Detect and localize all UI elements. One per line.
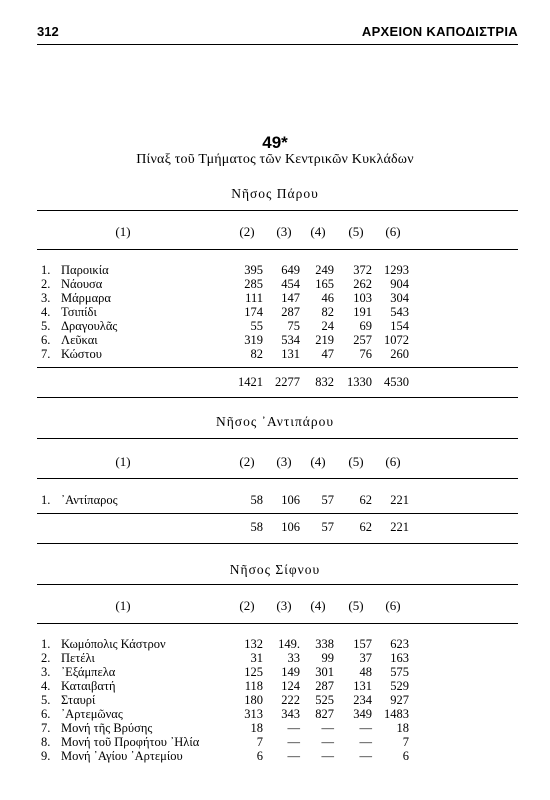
cell-value: 262 bbox=[353, 277, 372, 291]
cell-value: 904 bbox=[390, 277, 409, 291]
place-name: Κώστου bbox=[61, 347, 102, 361]
header-rule bbox=[37, 44, 518, 45]
cell-value: 180 bbox=[244, 693, 263, 707]
cell-value: 338 bbox=[315, 637, 334, 651]
cell-value: 343 bbox=[281, 707, 300, 721]
row-number: 1. bbox=[41, 493, 51, 507]
cell-value: 222 bbox=[281, 693, 300, 707]
cell-value: 48 bbox=[359, 665, 372, 679]
cell-value: 82 bbox=[321, 305, 334, 319]
cell-value: 313 bbox=[244, 707, 263, 721]
cell-value: 543 bbox=[390, 305, 409, 319]
row-number: 4. bbox=[41, 305, 51, 319]
cell-value: 76 bbox=[359, 347, 372, 361]
cell-value: 46 bbox=[321, 291, 334, 305]
column-header: (4) bbox=[310, 598, 326, 613]
column-header: (6) bbox=[385, 598, 401, 613]
cell-value: 124 bbox=[281, 679, 300, 693]
cell-value: 191 bbox=[353, 305, 372, 319]
cell-value: 131 bbox=[353, 679, 372, 693]
cell-value: 174 bbox=[244, 305, 263, 319]
cell-value: 111 bbox=[245, 291, 263, 305]
place-name: Κωμόπολις Κάστρον bbox=[61, 637, 166, 651]
cell-value: 575 bbox=[390, 665, 409, 679]
column-header: (3) bbox=[276, 598, 292, 613]
cell-value: 163 bbox=[390, 651, 409, 665]
cell-value: 131 bbox=[281, 347, 300, 361]
place-name: Τσιπίδι bbox=[61, 305, 97, 319]
cell-value: 147 bbox=[281, 291, 300, 305]
table-rule bbox=[37, 367, 518, 368]
column-header: (3) bbox=[276, 224, 292, 239]
totals-row bbox=[37, 375, 518, 389]
place-name: Δραγουλᾶς bbox=[61, 319, 118, 333]
cell-value: 106 bbox=[281, 493, 300, 507]
cell-value: 249 bbox=[315, 263, 334, 277]
cell-value: 6 bbox=[402, 749, 409, 763]
cell-value: 827 bbox=[315, 707, 334, 721]
cell-value: 7 bbox=[256, 735, 263, 749]
total-value: 221 bbox=[390, 520, 409, 534]
cell-value: 57 bbox=[321, 493, 334, 507]
cell-value: 149. bbox=[278, 637, 300, 651]
row-number: 5. bbox=[41, 693, 51, 707]
row-number: 2. bbox=[41, 277, 51, 291]
table-row bbox=[37, 679, 518, 693]
place-name: Μάρμαρα bbox=[61, 291, 111, 305]
table-rule bbox=[37, 210, 518, 211]
place-name: ᾽Εξάμπελα bbox=[61, 665, 116, 679]
row-number: 3. bbox=[41, 291, 51, 305]
cell-value: 18 bbox=[250, 721, 263, 735]
cell-value: 927 bbox=[390, 693, 409, 707]
cell-value: 304 bbox=[390, 291, 409, 305]
column-header: (5) bbox=[348, 224, 364, 239]
column-header: (3) bbox=[276, 454, 292, 469]
row-number: 4. bbox=[41, 679, 51, 693]
row-number: 1. bbox=[41, 263, 51, 277]
place-name: ᾽Αρτεμῶνας bbox=[61, 707, 123, 721]
table-rule bbox=[37, 249, 518, 250]
totals-row bbox=[37, 520, 518, 534]
row-number: 5. bbox=[41, 319, 51, 333]
column-header: (5) bbox=[348, 454, 364, 469]
cell-value: 372 bbox=[353, 263, 372, 277]
running-head bbox=[37, 24, 518, 44]
cell-value: 47 bbox=[321, 347, 334, 361]
cell-value: 118 bbox=[244, 679, 263, 693]
cell-value: 132 bbox=[244, 637, 263, 651]
total-value: 1421 bbox=[238, 375, 263, 389]
table-row bbox=[37, 693, 518, 707]
place-name: Λεῦκαι bbox=[61, 333, 98, 347]
document-number: 49* bbox=[262, 133, 288, 152]
cell-value: 62 bbox=[359, 493, 372, 507]
total-value: 1330 bbox=[347, 375, 372, 389]
cell-value: — bbox=[359, 721, 372, 735]
column-header: (4) bbox=[310, 224, 326, 239]
cell-value: 534 bbox=[281, 333, 300, 347]
table-row bbox=[37, 665, 518, 679]
section-title-paros: Νῆσος Πάρου bbox=[231, 186, 319, 201]
cell-value: 154 bbox=[390, 319, 409, 333]
place-name: ᾽Αντίπαρος bbox=[61, 493, 118, 507]
column-header: (1) bbox=[115, 454, 131, 469]
cell-value: 149 bbox=[281, 665, 300, 679]
cell-value: 157 bbox=[353, 637, 372, 651]
cell-value: — bbox=[287, 721, 300, 735]
cell-value: 649 bbox=[281, 263, 300, 277]
total-value: 106 bbox=[281, 520, 300, 534]
cell-value: 219 bbox=[315, 333, 334, 347]
cell-value: 165 bbox=[315, 277, 334, 291]
cell-value: — bbox=[321, 749, 334, 763]
cell-value: 33 bbox=[287, 651, 300, 665]
table-row bbox=[37, 735, 518, 749]
row-number: 7. bbox=[41, 721, 51, 735]
cell-value: 6 bbox=[256, 749, 263, 763]
cell-value: 31 bbox=[250, 651, 263, 665]
place-name: Νάουσα bbox=[61, 277, 103, 291]
place-name: Πετέλι bbox=[61, 651, 95, 665]
row-number: 6. bbox=[41, 707, 51, 721]
place-name: Μονή ᾽Αγίου ᾽Αρτεμίου bbox=[61, 749, 183, 763]
column-header: (6) bbox=[385, 454, 401, 469]
cell-value: — bbox=[287, 749, 300, 763]
cell-value: 58 bbox=[250, 493, 263, 507]
cell-value: — bbox=[287, 735, 300, 749]
column-header: (5) bbox=[348, 598, 364, 613]
cell-value: 75 bbox=[287, 319, 300, 333]
table-row bbox=[37, 277, 518, 291]
cell-value: — bbox=[321, 721, 334, 735]
cell-value: — bbox=[321, 735, 334, 749]
cell-value: 287 bbox=[315, 679, 334, 693]
total-value: 62 bbox=[359, 520, 372, 534]
table-row bbox=[37, 305, 518, 319]
table-row bbox=[37, 263, 518, 277]
cell-value: 301 bbox=[315, 665, 334, 679]
table-row bbox=[37, 749, 518, 763]
cell-value: 285 bbox=[244, 277, 263, 291]
cell-value: 525 bbox=[315, 693, 334, 707]
column-header: (6) bbox=[385, 224, 401, 239]
table-rule bbox=[37, 478, 518, 479]
table-row bbox=[37, 493, 518, 507]
section-title-antiparos: Νῆσος ᾽Αντιπάρου bbox=[215, 414, 335, 429]
table-rule bbox=[37, 623, 518, 624]
table-row bbox=[37, 637, 518, 651]
column-header: (1) bbox=[115, 598, 131, 613]
total-value: 58 bbox=[250, 520, 263, 534]
cell-value: 529 bbox=[390, 679, 409, 693]
cell-value: 7 bbox=[402, 735, 409, 749]
place-name: Καταιβατή bbox=[61, 679, 116, 693]
total-value: 832 bbox=[315, 375, 334, 389]
total-value: 57 bbox=[321, 520, 334, 534]
column-header: (2) bbox=[239, 454, 255, 469]
cell-value: 287 bbox=[281, 305, 300, 319]
cell-value: 24 bbox=[321, 319, 334, 333]
cell-value: 623 bbox=[390, 637, 409, 651]
table-row bbox=[37, 347, 518, 361]
row-number: 6. bbox=[41, 333, 51, 347]
column-header: (2) bbox=[239, 598, 255, 613]
table-row bbox=[37, 319, 518, 333]
cell-value: 221 bbox=[390, 493, 409, 507]
column-header-row bbox=[37, 225, 518, 239]
place-name: Σταυρί bbox=[61, 693, 96, 707]
total-value: 4530 bbox=[384, 375, 409, 389]
cell-value: 82 bbox=[250, 347, 263, 361]
place-name: Μονή τοῦ Προφήτου ᾽Ηλία bbox=[61, 735, 200, 749]
table-rule bbox=[37, 513, 518, 514]
column-header-row bbox=[37, 455, 518, 469]
table-row bbox=[37, 333, 518, 347]
table-rule bbox=[37, 438, 518, 439]
row-number: 7. bbox=[41, 347, 51, 361]
section-title-sifnos: Νῆσος Σίφνου bbox=[229, 562, 321, 577]
table-row bbox=[37, 721, 518, 735]
cell-value: 319 bbox=[244, 333, 263, 347]
row-number: 3. bbox=[41, 665, 51, 679]
cell-value: 349 bbox=[353, 707, 372, 721]
column-header: (4) bbox=[310, 454, 326, 469]
cell-value: 1483 bbox=[384, 707, 409, 721]
table-row bbox=[37, 707, 518, 721]
cell-value: 18 bbox=[396, 721, 409, 735]
running-title: ΑΡΧΕΙΟΝ ΚΑΠΟΔΙΣΤΡΙΑ bbox=[361, 24, 518, 39]
row-number: 2. bbox=[41, 651, 51, 665]
table-rule bbox=[37, 584, 518, 585]
row-number: 1. bbox=[41, 637, 51, 651]
cell-value: 454 bbox=[281, 277, 300, 291]
table-rule bbox=[37, 543, 518, 544]
cell-value: 125 bbox=[244, 665, 263, 679]
cell-value: 55 bbox=[250, 319, 263, 333]
document-title: Πίναξ τοῦ Τμήματος τῶν Κεντρικῶν Κυκλάδων bbox=[136, 152, 414, 167]
table-row bbox=[37, 651, 518, 665]
column-header-row bbox=[37, 599, 518, 613]
cell-value: 257 bbox=[353, 333, 372, 347]
cell-value: — bbox=[359, 735, 372, 749]
cell-value: 234 bbox=[353, 693, 372, 707]
table-row bbox=[37, 291, 518, 305]
cell-value: 99 bbox=[321, 651, 334, 665]
column-header: (1) bbox=[115, 224, 131, 239]
place-name: Παροικία bbox=[61, 263, 109, 277]
cell-value: 69 bbox=[359, 319, 372, 333]
row-number: 8. bbox=[41, 735, 51, 749]
page-number: 312 bbox=[37, 24, 59, 39]
cell-value: 260 bbox=[390, 347, 409, 361]
cell-value: 37 bbox=[359, 651, 372, 665]
cell-value: 1072 bbox=[384, 333, 409, 347]
cell-value: 103 bbox=[353, 291, 372, 305]
column-header: (2) bbox=[239, 224, 255, 239]
place-name: Μονή τῆς Βρύσης bbox=[61, 721, 153, 735]
cell-value: 1293 bbox=[384, 263, 409, 277]
cell-value: — bbox=[359, 749, 372, 763]
cell-value: 395 bbox=[244, 263, 263, 277]
total-value: 2277 bbox=[275, 375, 300, 389]
table-rule bbox=[37, 397, 518, 398]
row-number: 9. bbox=[41, 749, 51, 763]
